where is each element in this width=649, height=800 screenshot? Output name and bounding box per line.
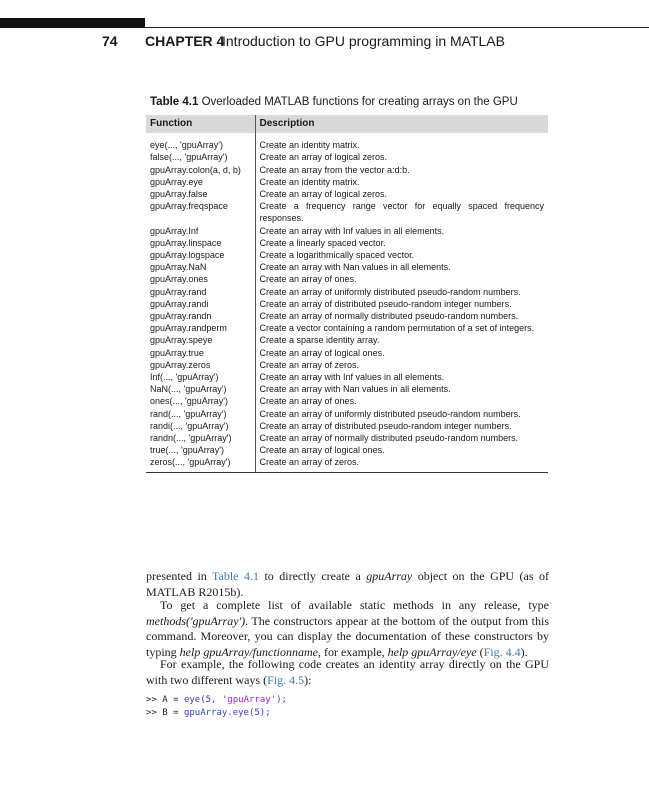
code-line-1	[146, 694, 549, 707]
function-cell: gpuArray.eye	[146, 176, 255, 188]
description-cell: Create an identity matrix.	[259, 140, 360, 151]
function-cell: gpuArray.NaN	[146, 261, 255, 273]
function-cell: gpuArray.true	[146, 347, 255, 359]
function-cell: false(..., 'gpuArray')	[146, 151, 255, 163]
page-number: 74	[102, 33, 118, 49]
table-row	[146, 334, 548, 346]
description-cell: Create an array of logical zeros.	[259, 189, 388, 200]
paragraph-2	[146, 598, 549, 660]
column-header-description: Description	[255, 115, 548, 133]
table-row	[146, 408, 548, 420]
description-cell: Create an array of zeros.	[259, 359, 360, 370]
emphasis-text: methods('gpuArray')	[146, 613, 246, 628]
function-cell: randi(..., 'gpuArray')	[146, 420, 255, 432]
code-call: gpuArray.eye(5);	[183, 708, 271, 718]
figure-link[interactable]: Fig. 4.4	[483, 644, 521, 659]
table-row	[146, 310, 548, 322]
description-cell: Create an array of zeros.	[255, 456, 548, 472]
table-row	[146, 371, 548, 383]
paragraph-1	[146, 569, 549, 600]
paragraph-text: ).	[520, 644, 528, 659]
paragraph-text: (	[476, 644, 484, 659]
code-assignment: A =	[162, 695, 184, 705]
paragraph-3	[146, 657, 549, 688]
description-cell: Create a logarithmically spaced vector.	[259, 250, 415, 261]
function-cell: true(..., 'gpuArray')	[146, 444, 255, 456]
description-cell: Create an array of normally distributed pseudo-random numbers.	[259, 311, 519, 322]
table-caption-number: Table 4.1	[150, 96, 199, 108]
table-row	[146, 225, 548, 237]
table-row	[146, 273, 548, 285]
function-cell: gpuArray.freqspace	[146, 200, 255, 224]
description-cell: Create a sparse identity array.	[259, 335, 380, 346]
code-line-2	[146, 707, 549, 720]
table-row	[146, 298, 548, 310]
paragraph-text: . The constructors appear at the bottom of the output from this command. Moreover, you can display the documentation of these constructors by typing	[146, 613, 549, 659]
description-cell: Create an array with Inf values in all elements.	[259, 225, 445, 236]
description-cell: Create an identity matrix.	[259, 176, 360, 187]
description-cell: Create a linearly spaced vector.	[259, 237, 386, 248]
table-row	[146, 432, 548, 444]
function-cell: Inf(..., 'gpuArray')	[146, 371, 255, 383]
function-cell: gpuArray.Inf	[146, 225, 255, 237]
description-cell: Create an array with Nan values in all elements.	[259, 384, 451, 395]
table-link[interactable]: Table 4.1	[212, 569, 259, 583]
table-header-row	[146, 115, 548, 133]
description-cell: Create an array of logical ones.	[259, 445, 385, 456]
function-cell: gpuArray.zeros	[146, 359, 255, 371]
paragraph-text: presented in	[146, 569, 213, 583]
table-row	[146, 188, 548, 200]
code-prompt: >>	[146, 695, 163, 705]
paragraph-text: For example, the following code creates an identity array directly on the GPU with two different ways (	[146, 657, 549, 687]
code-string: 'gpuArray'	[221, 695, 277, 705]
description-cell: Create an array from the vector a:d:b.	[259, 164, 410, 175]
column-header-function: Function	[146, 115, 255, 133]
description-cell: Create an array of distributed pseudo-random integer numbers.	[259, 420, 512, 431]
code-call: eye(5,	[183, 695, 222, 705]
emphasis-text: help gpuArray/functionname	[179, 644, 318, 659]
function-cell: gpuArray.colon(a, d, b)	[146, 164, 255, 176]
table-caption	[150, 96, 518, 108]
description-cell: Create a vector containing a random permutation of a set of integers.	[259, 323, 535, 334]
table-row	[146, 347, 548, 359]
table-row	[146, 286, 548, 298]
function-cell: randn(..., 'gpuArray')	[146, 432, 255, 444]
function-cell: gpuArray.randn	[146, 310, 255, 322]
table-row	[146, 164, 548, 176]
function-cell: gpuArray.ones	[146, 273, 255, 285]
paragraph-text: to directly create a	[258, 569, 367, 583]
emphasis-text: help gpuArray/eye	[387, 644, 477, 659]
table-row	[146, 359, 548, 371]
code-assignment: B =	[162, 708, 184, 718]
function-cell: gpuArray.randi	[146, 298, 255, 310]
paragraph-text: , for example,	[317, 644, 388, 659]
description-cell: Create an array of distributed pseudo-random integer numbers.	[259, 298, 512, 309]
description-cell: Create a frequency range vector for equally spaced frequency responses.	[259, 201, 544, 224]
table-row	[146, 249, 548, 261]
table-caption-text: Overloaded MATLAB functions for creating arrays on the GPU	[201, 96, 518, 108]
description-cell: Create an array of logical zeros.	[259, 152, 388, 163]
header-rule	[145, 27, 649, 28]
header-bar	[0, 18, 145, 28]
function-cell: gpuArray.logspace	[146, 249, 255, 261]
table-row	[146, 151, 548, 163]
table-row	[146, 322, 548, 334]
table-row	[146, 237, 548, 249]
function-cell: NaN(..., 'gpuArray')	[146, 383, 255, 395]
function-cell: ones(..., 'gpuArray')	[146, 395, 255, 407]
paragraph-text: To get a complete list of available static methods in any release, type	[160, 598, 549, 612]
description-cell: Create an array of uniformly distributed pseudo-random numbers.	[259, 408, 521, 419]
table-row	[146, 176, 548, 188]
description-cell: Create an array of normally distributed pseudo-random numbers.	[259, 433, 519, 444]
description-cell: Create an array of uniformly distributed pseudo-random numbers.	[259, 286, 521, 297]
table-row	[146, 383, 548, 395]
function-cell: gpuArray.rand	[146, 286, 255, 298]
function-cell: zeros(..., 'gpuArray')	[146, 456, 255, 472]
table-body	[146, 133, 548, 472]
figure-link[interactable]: Fig. 4.5	[267, 672, 305, 687]
function-cell: rand(..., 'gpuArray')	[146, 408, 255, 420]
code-tail: );	[276, 695, 287, 705]
description-cell: Create an array of ones.	[259, 274, 357, 285]
code-prompt: >>	[146, 708, 163, 718]
description-cell: Create an array of ones.	[259, 396, 357, 407]
emphasis-text: gpuArray	[366, 569, 413, 583]
table-row	[146, 261, 548, 273]
function-cell: gpuArray.linspace	[146, 237, 255, 249]
description-cell: Create an array of logical ones.	[259, 347, 385, 358]
table-row	[146, 133, 548, 151]
paragraph-text: object on the GPU (as of MATLAB R2015b).	[146, 569, 549, 599]
chapter-label: CHAPTER 4	[145, 33, 225, 49]
table-row	[146, 395, 548, 407]
chapter-title: Introduction to GPU programming in MATLAB	[222, 33, 505, 49]
function-cell: eye(..., 'gpuArray')	[146, 133, 255, 151]
paragraph-text: ):	[304, 672, 312, 687]
table-row	[146, 420, 548, 432]
table-row	[146, 456, 548, 472]
function-cell: gpuArray.false	[146, 188, 255, 200]
table-row	[146, 200, 548, 224]
description-cell: Create an array with Nan values in all elements.	[259, 262, 451, 273]
function-cell: gpuArray.speye	[146, 334, 255, 346]
functions-table	[146, 115, 548, 473]
description-cell: Create an array with Inf values in all elements.	[259, 372, 445, 383]
table-row	[146, 444, 548, 456]
function-cell: gpuArray.randperm	[146, 322, 255, 334]
